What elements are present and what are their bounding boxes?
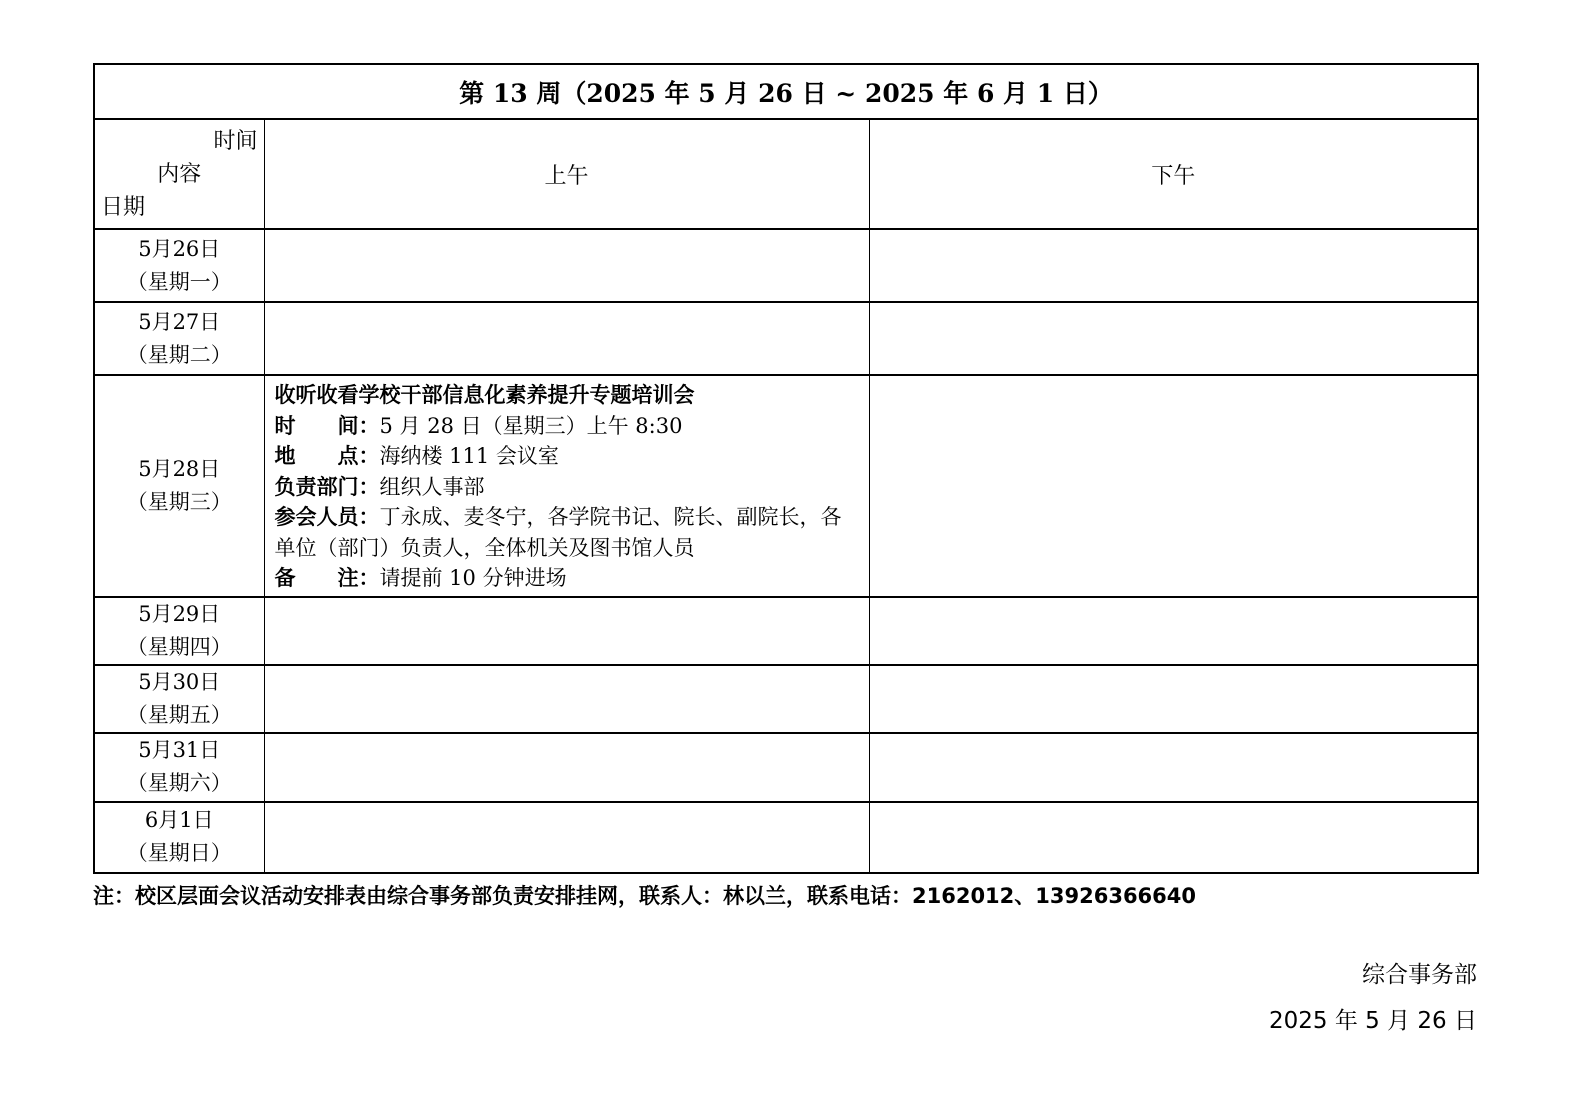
event-field-time <box>275 411 859 442</box>
event-field-attendees <box>275 502 859 563</box>
column-header-morning: 上午 <box>264 119 869 229</box>
table-header-row <box>94 119 1478 229</box>
schedule-cell-morning <box>264 302 869 375</box>
schedule-table <box>93 63 1479 874</box>
field-label: 备 注： <box>274 566 380 590</box>
schedule-cell-afternoon <box>869 302 1478 375</box>
field-label: 参会人员： <box>274 505 380 529</box>
weekday-text: （星期四） <box>126 634 232 659</box>
table-row-may30 <box>94 665 1478 733</box>
date-text: 5月29日 <box>138 601 221 626</box>
date-cell <box>94 375 264 597</box>
date-cell <box>94 597 264 665</box>
table-row-may31 <box>94 733 1478 802</box>
schedule-cell-afternoon <box>869 597 1478 665</box>
date-cell <box>94 802 264 873</box>
field-label: 时 间： <box>274 413 380 438</box>
table-row-may26 <box>94 229 1478 302</box>
date-text: 6月1日 <box>144 808 214 832</box>
corner-label-content: 内容 <box>157 161 202 187</box>
date-text: 5月31日 <box>138 738 221 762</box>
signature-department: 综合事务部 <box>1362 962 1477 988</box>
date-text: 5月27日 <box>138 309 221 334</box>
signature-date: 2025 年 5 月 26 日 <box>1269 1008 1477 1034</box>
schedule-cell-afternoon <box>869 733 1478 802</box>
field-value: 5 月 28 日（星期三）上午 8:30 <box>379 413 683 438</box>
date-cell <box>94 302 264 375</box>
corner-label-date: 日期 <box>101 194 146 220</box>
weekday-text: （星期日） <box>126 841 232 865</box>
corner-label-time: 时间 <box>213 128 258 154</box>
table-row-may27 <box>94 302 1478 375</box>
week-title: 第 13 周（2025 年 5 月 26 日 ~ 2025 年 6 月 1 日） <box>94 64 1478 119</box>
schedule-cell-morning <box>264 665 869 733</box>
field-value: 请提前 10 分钟进场 <box>379 566 567 590</box>
date-cell <box>94 665 264 733</box>
schedule-cell-afternoon <box>869 665 1478 733</box>
date-cell <box>94 733 264 802</box>
date-text: 5月28日 <box>138 456 221 481</box>
footer-note: 注：校区层面会议活动安排表由综合事务部负责安排挂网，联系人：林以兰，联系电话：2162012、13926366640 <box>93 884 1197 908</box>
schedule-cell-afternoon <box>869 375 1478 597</box>
weekday-text: （星期六） <box>126 771 232 795</box>
field-value: 组织人事部 <box>379 474 485 499</box>
event-title: 收听收看学校干部信息化素养提升专题培训会 <box>274 383 695 407</box>
field-label: 负责部门： <box>274 474 380 499</box>
weekday-text: （星期一） <box>126 269 232 294</box>
table-title-row <box>94 64 1478 119</box>
event-field-department <box>275 472 859 503</box>
schedule-cell-morning <box>264 733 869 802</box>
schedule-cell-afternoon <box>869 229 1478 302</box>
schedule-cell-morning-event <box>264 375 869 597</box>
table-row-jun1 <box>94 802 1478 873</box>
weekday-text: （星期五） <box>126 702 232 727</box>
column-header-afternoon: 下午 <box>869 119 1478 229</box>
schedule-cell-morning <box>264 229 869 302</box>
weekday-text: （星期三） <box>126 489 232 514</box>
event-field-location <box>275 441 859 472</box>
schedule-cell-afternoon <box>869 802 1478 873</box>
table-row-may29 <box>94 597 1478 665</box>
date-text: 5月26日 <box>138 236 221 261</box>
event-field-remark <box>275 563 859 594</box>
signature-block <box>93 952 1477 1044</box>
field-label: 地 点： <box>274 444 380 468</box>
schedule-cell-morning <box>264 597 869 665</box>
schedule-cell-morning <box>264 802 869 873</box>
table-row-may28 <box>94 375 1478 597</box>
field-value: 海纳楼 111 会议室 <box>379 444 559 468</box>
field-value: 丁永成、麦冬宁，各学院书记、院长、副院长，各单位（部门）负责人，全体机关及图书馆人员 <box>274 505 842 560</box>
weekday-text: （星期二） <box>126 342 232 367</box>
date-text: 5月30日 <box>138 669 221 694</box>
corner-header-cell <box>94 119 264 229</box>
date-cell <box>94 229 264 302</box>
